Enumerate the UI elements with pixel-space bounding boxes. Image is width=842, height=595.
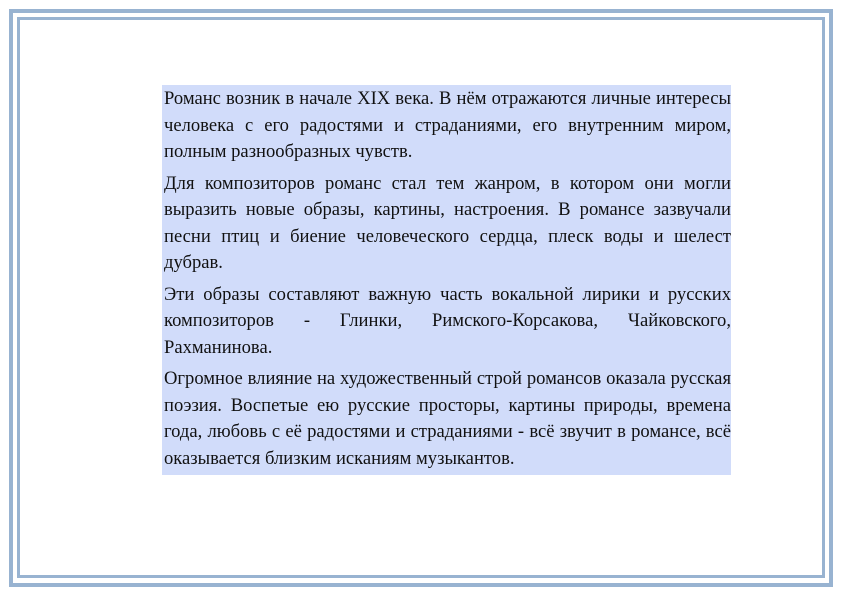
paragraph-2: Для композиторов романс стал тем жанром, в котором они могли выразить новые образы, картины, настроения. В романсе зазвучали песни птиц и биение человеческого сердца, плеск воды и шелест дубрав. — [164, 172, 731, 273]
text-block — [162, 85, 731, 475]
paragraph-1: Романс возник в начале XIX века. В нём отражаются личные интересы человека с его радостями и страданиями, его внутренним миром, полным разнообразных чувств. — [164, 88, 731, 162]
paragraph-3: Эти образы составляют важную часть вокальной лирики и русских композиторов - Глинки, Римского-Корсакова, Чайковского, Рахманинова. — [164, 283, 731, 358]
paragraph-4: Огромное влияние на художественный строй романсов оказала русская поэзия. Воспетые ею русские просторы, картины природы, времена года, любовь с её радостями и страданиями - всё звучит в романсе, всё оказывается близким исканиям музыкантов. — [164, 368, 731, 469]
